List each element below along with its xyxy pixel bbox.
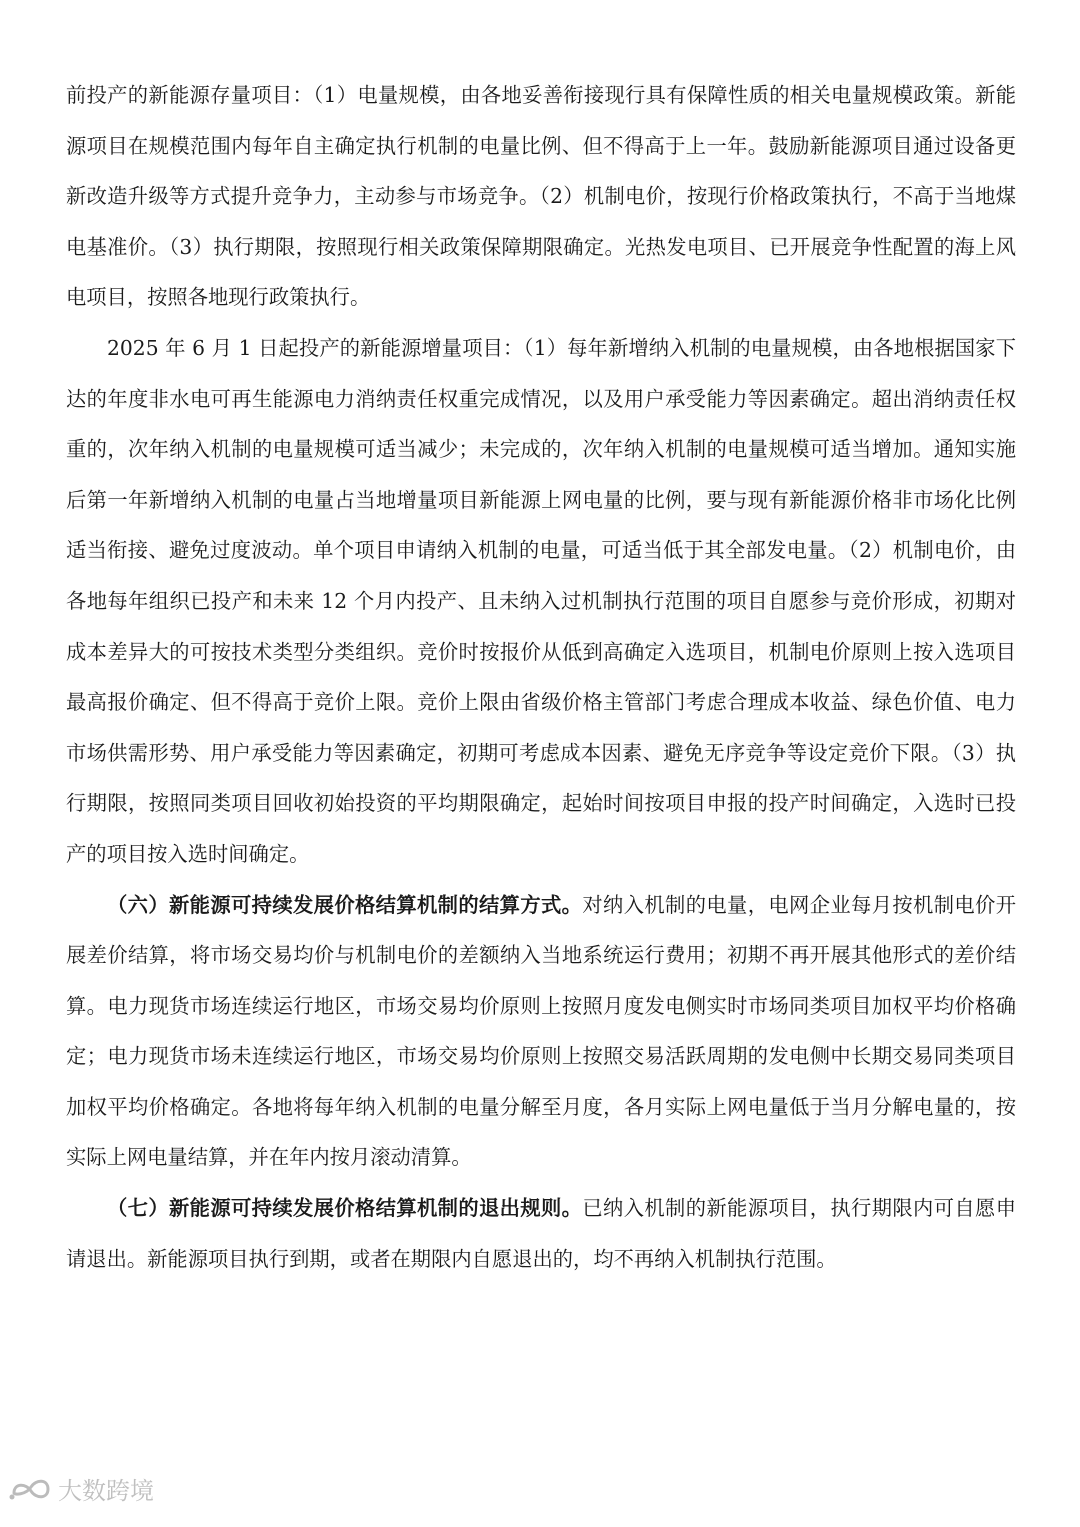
section-heading: （七）新能源可持续发展价格结算机制的退出规则。 [107, 1196, 583, 1221]
paragraph-exit-rules [66, 1183, 1016, 1284]
watermark-text: 大数跨境 [58, 1476, 154, 1505]
paragraph-existing-projects [66, 70, 1016, 323]
paragraph-text: 已纳入机制的新能源项目，执行期限内可自愿申请退出。新能源项目执行到期，或者在期限内自愿退出的，均不再纳入机制执行范围。 [66, 1196, 1016, 1271]
paragraph-settlement-method [66, 880, 1016, 1184]
watermark [8, 1468, 154, 1508]
paragraph-text: 对纳入机制的电量，电网企业每月按机制电价开展差价结算，将市场交易均价与机制电价的差额纳入当地系统运行费用；初期不再开展其他形式的差价结算。电力现货市场连续运行地区，市场交易均价原则上按照月度发电侧实时市场同类项目加权平均价格确定；电力现货市场未连续运行地区，市场交易均价原则上按照交易活跃周期的发电侧中长期交易同类项目加权平均价格确定。各地将每年纳入机制的电量分解至月度，各月实际上网电量低于当月分解电量的，按实际上网电量结算，并在年内按月滚动清算。 [66, 892, 1016, 1170]
paragraph-text: 2025 年 6 月 1 日起投产的新能源增量项目：（1）每年新增纳入机制的电量规模，由各地根据国家下达的年度非水电可再生能源电力消纳责任权重完成情况，以及用户承受能力等因素确定。超出消纳责任权重的，次年纳入机制的电量规模可适当减少；未完成的，次年纳入机制的电量规模可适当增加。通知实施后第一年新增纳入机制的电量占当地增量项目新能源上网电量的比例，要与现有新能源价格非市场化比例适当衔接、避免过度波动。单个项目申请纳入机制的电量，可适当低于其全部发电量。（2）机制电价，由各地每年组织已投产和未来 12 个月内投产、且未纳入过机制执行范围的项目自愿参与竞价形成，初期对成本差异大的可按技术类型分类组织。竞价时按报价从低到高确定入选项目，机制电价原则上按入选项目最高报价确定、但不得高于竞价上限。竞价上限由省级价格主管部门考虑合理成本收益、绿色价值、电力市场供需形势、用户承受能力等因素确定，初期可考虑成本因素、避免无序竞争等设定竞价下限。（3）执行期限，按照同类项目回收初始投资的平均期限确定，起始时间按项目申报的投产时间确定，入选时已投产的项目按入选时间确定。 [66, 335, 1016, 866]
section-heading: （六）新能源可持续发展价格结算机制的结算方式。 [107, 892, 583, 917]
infinity-logo-icon [8, 1471, 54, 1505]
paragraph-incremental-projects [66, 323, 1016, 880]
paragraph-text: 前投产的新能源存量项目：（1）电量规模，由各地妥善衔接现行具有保障性质的相关电量规模政策。新能源项目在规模范围内每年自主确定执行机制的电量比例、但不得高于上一年。鼓励新能源项目通过设备更新改造升级等方式提升竞争力，主动参与市场竞争。（2）机制电价，按现行价格政策执行，不高于当地煤电基准价。（3）执行期限，按照现行相关政策保障期限确定。光热发电项目、已开展竞争性配置的海上风电项目，按照各地现行政策执行。 [66, 83, 1016, 310]
document-body [66, 70, 1016, 1284]
